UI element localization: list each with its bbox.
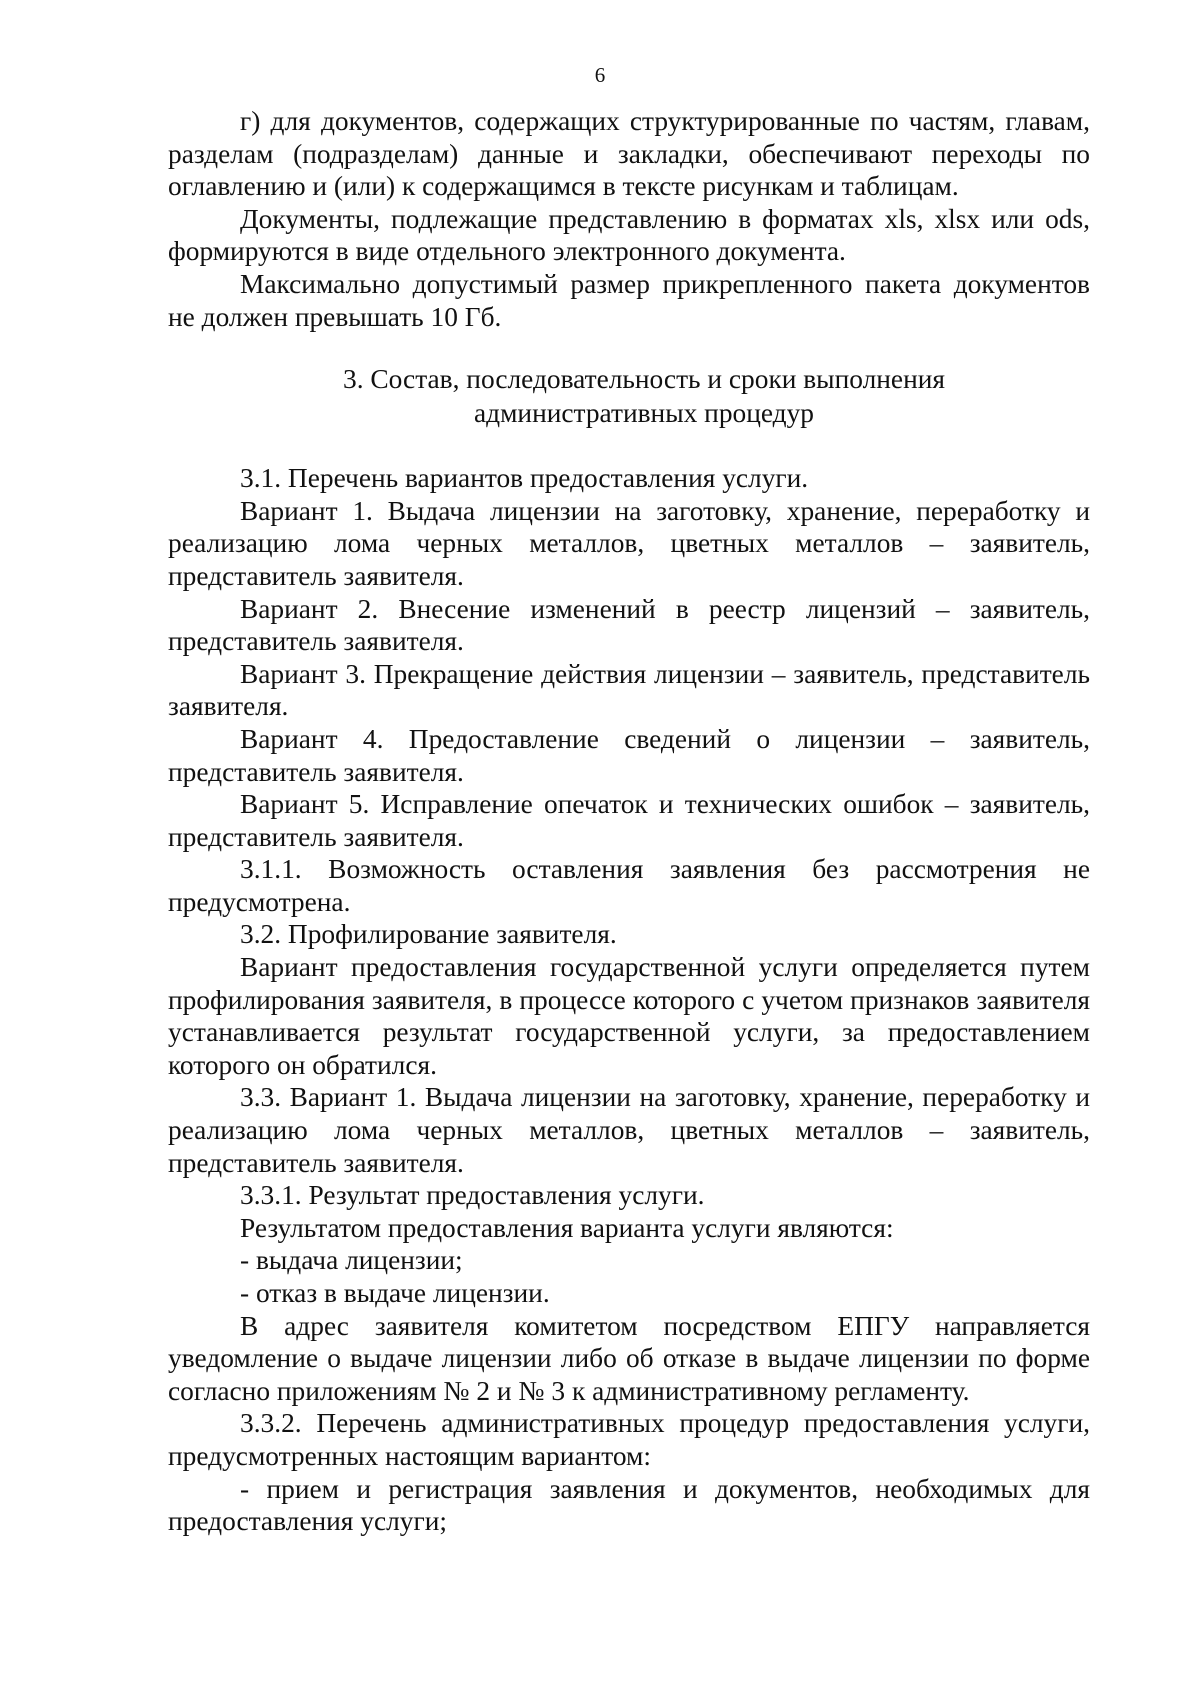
section-heading-line-2: административных процедур	[473, 398, 814, 429]
paragraph-3-3: 3.3. Вариант 1. Выдача лицензии на заготовку, хранение, переработку и реализацию лома черных металлов, цветных металлов – заявитель, представитель заявителя.	[168, 1082, 1090, 1178]
paragraph-variant-4: Вариант 4. Предоставление сведений о лицензии – заявитель, представитель заявителя.	[168, 723, 1090, 787]
paragraph-3-3-1: 3.3.1. Результат предоставления услуги.	[240, 1180, 705, 1211]
paragraph-format-structured-docs: г) для документов, содержащих структурированные по частям, главам, разделам (подразделам) данные и закладки, обеспечивают переходы по оглавлению и (или) к содержащимся в тексте рисункам и таблицам.	[168, 106, 1090, 202]
paragraph-profiling: Вариант предоставления государственной услуги определяется путем профилирования заявителя, в процессе которого с учетом признаков заявителя устанавливается результат государственной услуги, за предоставлением которого он обратился.	[168, 952, 1090, 1080]
list-item-issue-license: - выдача лицензии;	[240, 1245, 463, 1276]
list-item-reception-registration: - прием и регистрация заявления и документов, необходимых для предоставления услуги;	[168, 1473, 1090, 1537]
paragraph-variant-3: Вариант 3. Прекращение действия лицензии – заявитель, представитель заявителя.	[168, 658, 1090, 722]
paragraph-notification: В адрес заявителя комитетом посредством ЕПГУ направляется уведомление о выдаче лицензии либо об отказе в выдаче лицензии по форме согласно приложениям № 2 и № 3 к административному регламенту.	[168, 1310, 1090, 1406]
paragraph-3-3-2: 3.3.2. Перечень административных процедур предоставления услуги, предусмотренных настоящим вариантом:	[168, 1408, 1090, 1471]
paragraph-3-1: 3.1. Перечень вариантов предоставления услуги.	[240, 463, 809, 494]
paragraph-3-2: 3.2. Профилирование заявителя.	[240, 919, 617, 950]
document-body	[168, 105, 1090, 1538]
section-heading	[168, 362, 1090, 430]
paragraph-variant-2: Вариант 2. Внесение изменений в реестр лицензий – заявитель, представитель заявителя.	[168, 593, 1090, 657]
paragraph-variant-1: Вариант 1. Выдача лицензии на заготовку, хранение, переработку и реализацию лома черных металлов, цветных металлов – заявитель, представитель заявителя.	[168, 495, 1090, 591]
paragraph-3-1-1: 3.1.1. Возможность оставления заявления без рассмотрения не предусмотрена.	[168, 854, 1090, 917]
paragraph-max-package-size: Максимально допустимый размер прикрепленного пакета документов не должен превышать 10 Гб.	[168, 268, 1090, 332]
paragraph-spreadsheet-formats: Документы, подлежащие представлению в форматах xls, xlsx или ods, формируются в виде отдельного электронного документа.	[168, 203, 1090, 267]
section-heading-line-1: 3. Состав, последовательность и сроки выполнения	[343, 364, 945, 395]
page-number: 6	[594, 63, 606, 87]
paragraph-variant-5: Вариант 5. Исправление опечаток и технических ошибок – заявитель, представитель заявителя.	[168, 789, 1090, 852]
list-item-refusal: - отказ в выдаче лицензии.	[240, 1278, 550, 1308]
paragraph-result-intro: Результатом предоставления варианта услуги являются:	[240, 1212, 894, 1243]
